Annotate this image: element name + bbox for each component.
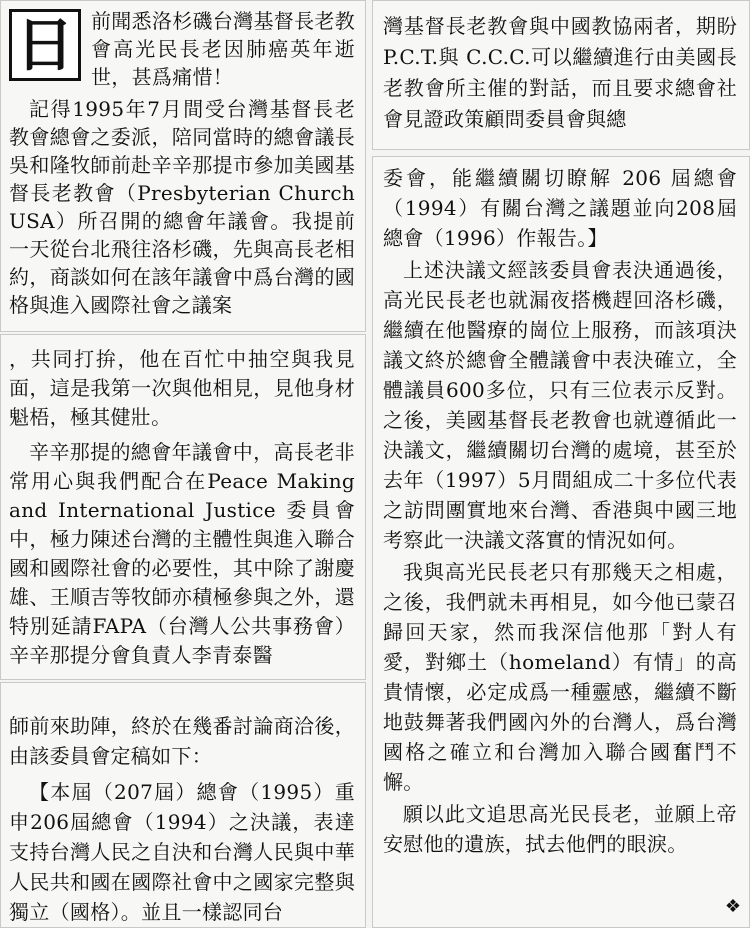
clip-3 (0, 682, 366, 928)
paragraph-committee: 委會，能繼續關切瞭解 206 屆總會（1994）有關台灣之議題並向208屆總會（1996）作報告。】 (383, 166, 737, 250)
right-column (372, 0, 750, 928)
paragraph-resolution: 【本屆（207屆）總會（1995）重申206屆總會（1994）之決議，表達支持台灣人民之自決和台灣人民與中華人民共和國在國際社會中之國家完整與獨立（國格）。並且一樣認同台 (9, 780, 355, 924)
paragraph-pct-ccc: 灣基督長老教會與中國教協兩者，期盼 P.C.T.與 C.C.C.可以繼續進行由美國長老教會所主催的對話，而且要求總會社會見證政策顧問委員會與總 (383, 14, 737, 131)
clip-2 (0, 334, 366, 680)
paragraph-draft: 師前來助陣，終於在幾番討論商洽後，由該委員會定稿如下： (9, 714, 355, 768)
left-column (0, 0, 366, 928)
paragraph-closing: 願以此文追思高光民長老，並願上帝安慰他的遺族，拭去他們的眼淚。 (383, 802, 737, 856)
intro-paragraph: 前聞悉洛杉磯台灣基督長老教會高光民長老因肺癌英年逝世，甚爲痛惜！ (91, 9, 355, 89)
paragraph-memory: 我與高光民長老只有那幾天之相處，之後，我們就未再相見，如今他已蒙召歸回天家，然而我深信他那「對人有愛，對鄉土（homeland）有情」的高貴情懷，必定成爲一種靈感，繼續不斷地鼓舞著我們國內外的台灣人，爲台灣國格之確立和台灣加入聯合國奮鬥不懈。 (383, 560, 737, 794)
ornament-icon: ❖ (724, 896, 741, 917)
paragraph-1995-trip: 記得1995年7月間受台灣基督長老教會總會之委派，陪同當時的總會議長吳和隆牧師前赴辛辛那提市參加美國基督長老教會（Presbyterian Church USA）所召開的總會年議會。我提前一天從台北飛往洛杉磯，先與高長老相約，商談如何在該年議會中爲台灣的國格與進入國際社會之議案 (9, 97, 355, 317)
clip-1 (0, 0, 366, 332)
clip-5 (372, 156, 750, 928)
paragraph-meeting: ，共同打拚，他在百忙中抽空與我見面，這是我第一次與他相見，見他身材魁梧，極其健壯。 (9, 347, 355, 429)
paragraph-cincinnati: 辛辛那提的總會年議會中，高長老非常用心與我們配合在Peace Making and International Justice 委員會中，極力陳述台灣的主體性與進入聯合國和國際社會的必要性，其中除了謝慶雄、王順吉等牧師亦積極參與之外，還特別延請FAPA（台灣人公共事務會）辛辛那提分會負責人李青泰醫 (9, 440, 355, 667)
clip-4 (372, 0, 750, 150)
dropcap-char: 日 (9, 9, 81, 81)
paragraph-passed: 上述決議文經該委員會表決通過後，高光民長老也就漏夜搭機趕回洛杉磯，繼續在他醫療的崗位上服務，而該項決議文終於總會全體議會中表決確立，全體議員600多位，只有三位表示反對。之後，美國基督長老教會也就遵循此一決議文，繼續關切台灣的處境，甚至於去年（1997）5月間組成二十多位代表之訪問團實地來台灣、香港與中國三地考察此一決議文落實的情況如何。 (383, 258, 737, 552)
